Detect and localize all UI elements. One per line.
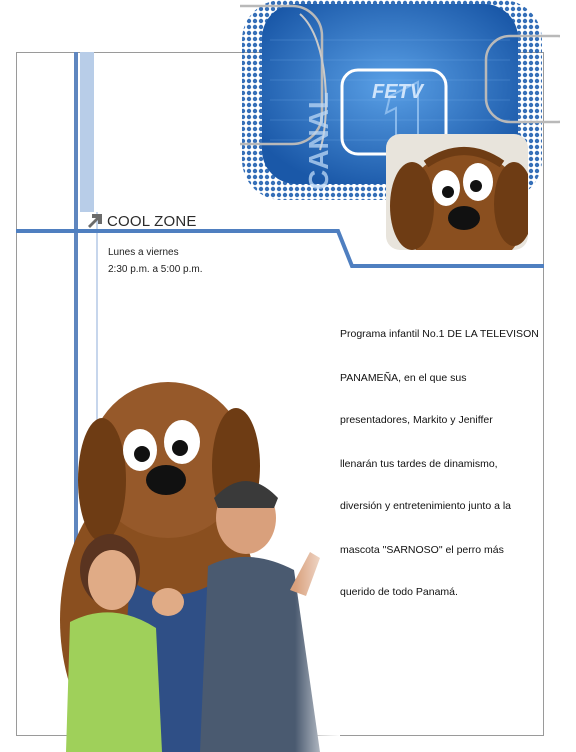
description-line: presentadores, Markito y Jeniffer — [340, 414, 493, 426]
section-title: COOL ZONE — [107, 212, 197, 230]
hosts-photo — [40, 370, 340, 752]
schedule-time: 2:30 p.m. a 5:00 p.m. — [108, 264, 203, 275]
description-line: llenarán tus tardes de dinamismo, — [340, 458, 498, 470]
schedule-days: Lunes a viernes — [108, 247, 179, 258]
description-line: Programa infantil No.1 DE LA TELEVISON — [340, 328, 539, 340]
description-line: querido de todo Panamá. — [340, 586, 458, 598]
schedule — [108, 244, 203, 278]
section-heading — [86, 212, 197, 230]
description-line: diversión y entretenimiento junto a la — [340, 500, 512, 512]
tv-logo-text: FETV — [372, 81, 424, 103]
description-line: mascota "SARNOSO" el perro más — [340, 544, 504, 556]
decorative-stripe-light — [80, 52, 94, 212]
description-line: PANAMEÑA, en el que sus — [340, 372, 467, 384]
tv-canal-text: CANAL — [303, 92, 334, 190]
arrow-up-right-icon — [86, 212, 104, 230]
mascot-thumbnail — [386, 134, 528, 250]
